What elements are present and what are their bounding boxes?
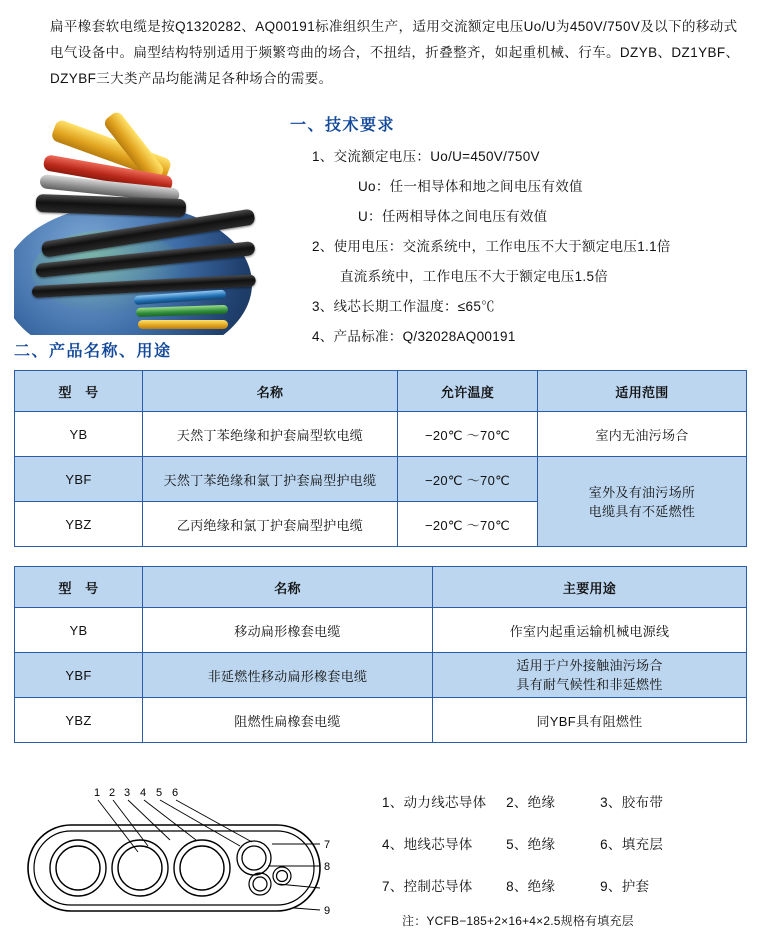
callout-8: 8 xyxy=(324,861,331,873)
cell-name: 天然丁苯绝缘和护套扁型软电缆 xyxy=(143,412,398,457)
diagram-legend xyxy=(382,782,752,908)
product-name-heading: 二、产品名称、用途 xyxy=(14,343,172,360)
technical-spec-list xyxy=(312,142,752,352)
table-row xyxy=(15,653,747,698)
cell-name: 乙丙绝缘和氯丁护套扁型护电缆 xyxy=(143,502,398,547)
cell-scope-line1: 室外及有油污场所 xyxy=(588,484,696,500)
callout-4: 4 xyxy=(140,787,147,799)
callout-6: 6 xyxy=(172,787,179,799)
cell-model: YBF xyxy=(15,457,143,502)
cell-use xyxy=(433,653,747,698)
legend-item-3: 3、胶布带 xyxy=(600,795,664,810)
th-name: 名称 xyxy=(143,567,433,608)
th-name: 名称 xyxy=(143,371,398,412)
cell-temp: −20℃ ～70℃ xyxy=(398,502,538,547)
cell-temp: −20℃ ～70℃ xyxy=(398,457,538,502)
spec-line-2: Uo：任一相导体和地之间电压有效值 xyxy=(358,179,583,194)
cell-temp: −20℃ ～70℃ xyxy=(398,412,538,457)
cell-name: 阻燃性扁橡套电缆 xyxy=(143,698,433,743)
table-row xyxy=(15,608,747,653)
spec-line-3: U：任两相导体之间电压有效值 xyxy=(358,209,548,224)
legend-item-4: 4、地线芯导体 xyxy=(382,837,473,852)
table-row xyxy=(15,457,747,502)
table-header-row xyxy=(15,567,747,608)
cell-name: 非延燃性移动扁形橡套电缆 xyxy=(143,653,433,698)
callout-1: 1 xyxy=(94,787,101,799)
product-photo xyxy=(14,100,264,335)
cable-cross-section-diagram xyxy=(20,780,350,930)
legend-item-1: 1、动力线芯导体 xyxy=(382,795,487,810)
callout-5: 5 xyxy=(156,787,163,799)
th-scope: 适用范围 xyxy=(538,371,747,412)
table-header-row xyxy=(15,371,747,412)
cell-use-line1: 适用于户外接触油污场合 xyxy=(516,658,663,673)
cell-model: YB xyxy=(15,412,143,457)
cable-core-yellow-3 xyxy=(138,320,228,329)
cell-use: 作室内起重运输机械电源线 xyxy=(433,608,747,653)
diagram-note: 注：YCFB−185+2×16+4×2.5规格有填充层 xyxy=(402,914,634,928)
spec-line-5: 直流系统中，工作电压不大于额定电压1.5倍 xyxy=(340,269,609,284)
th-model: 型 号 xyxy=(15,371,143,412)
cell-use: 同YBF具有阻燃性 xyxy=(433,698,747,743)
cell-model: YBZ xyxy=(15,698,143,743)
product-scope-table xyxy=(14,370,747,547)
cable-core-black-small xyxy=(36,194,187,217)
th-model: 型 号 xyxy=(15,567,143,608)
cell-model: YBZ xyxy=(15,502,143,547)
cell-scope-merged xyxy=(538,457,747,547)
callout-3: 3 xyxy=(124,787,131,799)
cell-model: YBF xyxy=(15,653,143,698)
spec-line-4: 2、使用电压：交流系统中，工作电压不大于额定电压1.1倍 xyxy=(312,239,671,254)
legend-item-8: 8、绝缘 xyxy=(506,879,556,894)
cell-use-line2: 具有耐气候性和非延燃性 xyxy=(516,677,663,692)
legend-item-9: 9、护套 xyxy=(600,879,650,894)
cell-name: 天然丁苯绝缘和氯丁护套扁型护电缆 xyxy=(143,457,398,502)
table-row xyxy=(15,698,747,743)
spec-line-1: 1、交流额定电压：Uo/U=450V/750V xyxy=(312,149,540,164)
cell-name: 移动扁形橡套电缆 xyxy=(143,608,433,653)
callout-9: 9 xyxy=(324,905,331,917)
th-use: 主要用途 xyxy=(433,567,747,608)
intro-paragraph: 扁平橡套软电缆是按Q1320282、AQ00191标准组织生产，适用交流额定电压Uo/U为450V/750V及以下的移动式电气设备中。扁型结构特别适用于频繁弯曲的场合，不扭结，折叠整齐，如起重机械、行车。DZYB、DZ1YBF、DZYBF三大类产品均能满足各种场合的需要。 xyxy=(50,19,740,86)
cross-section-svg xyxy=(20,780,350,930)
legend-row-3 xyxy=(382,866,752,908)
legend-item-6: 6、填充层 xyxy=(600,837,664,852)
legend-row-1 xyxy=(382,782,752,824)
callout-2: 2 xyxy=(109,787,116,799)
legend-row-2 xyxy=(382,824,752,866)
spec-line-7: 4、产品标准：Q/32028AQ00191 xyxy=(312,329,516,344)
cell-scope: 室内无油污场合 xyxy=(538,412,747,457)
table-row xyxy=(15,412,747,457)
legend-item-2: 2、绝缘 xyxy=(506,795,556,810)
cell-model: YB xyxy=(15,608,143,653)
cell-scope-line2: 电缆具有不延燃性 xyxy=(588,503,696,519)
technical-requirements-heading: 一、技术要求 xyxy=(290,117,396,134)
product-use-table xyxy=(14,566,747,743)
legend-item-7: 7、控制芯导体 xyxy=(382,879,473,894)
spec-line-6: 3、线芯长期工作温度：≤65℃ xyxy=(312,299,495,314)
legend-item-5: 5、绝缘 xyxy=(506,837,556,852)
th-temp: 允许温度 xyxy=(398,371,538,412)
callout-7: 7 xyxy=(324,839,331,851)
